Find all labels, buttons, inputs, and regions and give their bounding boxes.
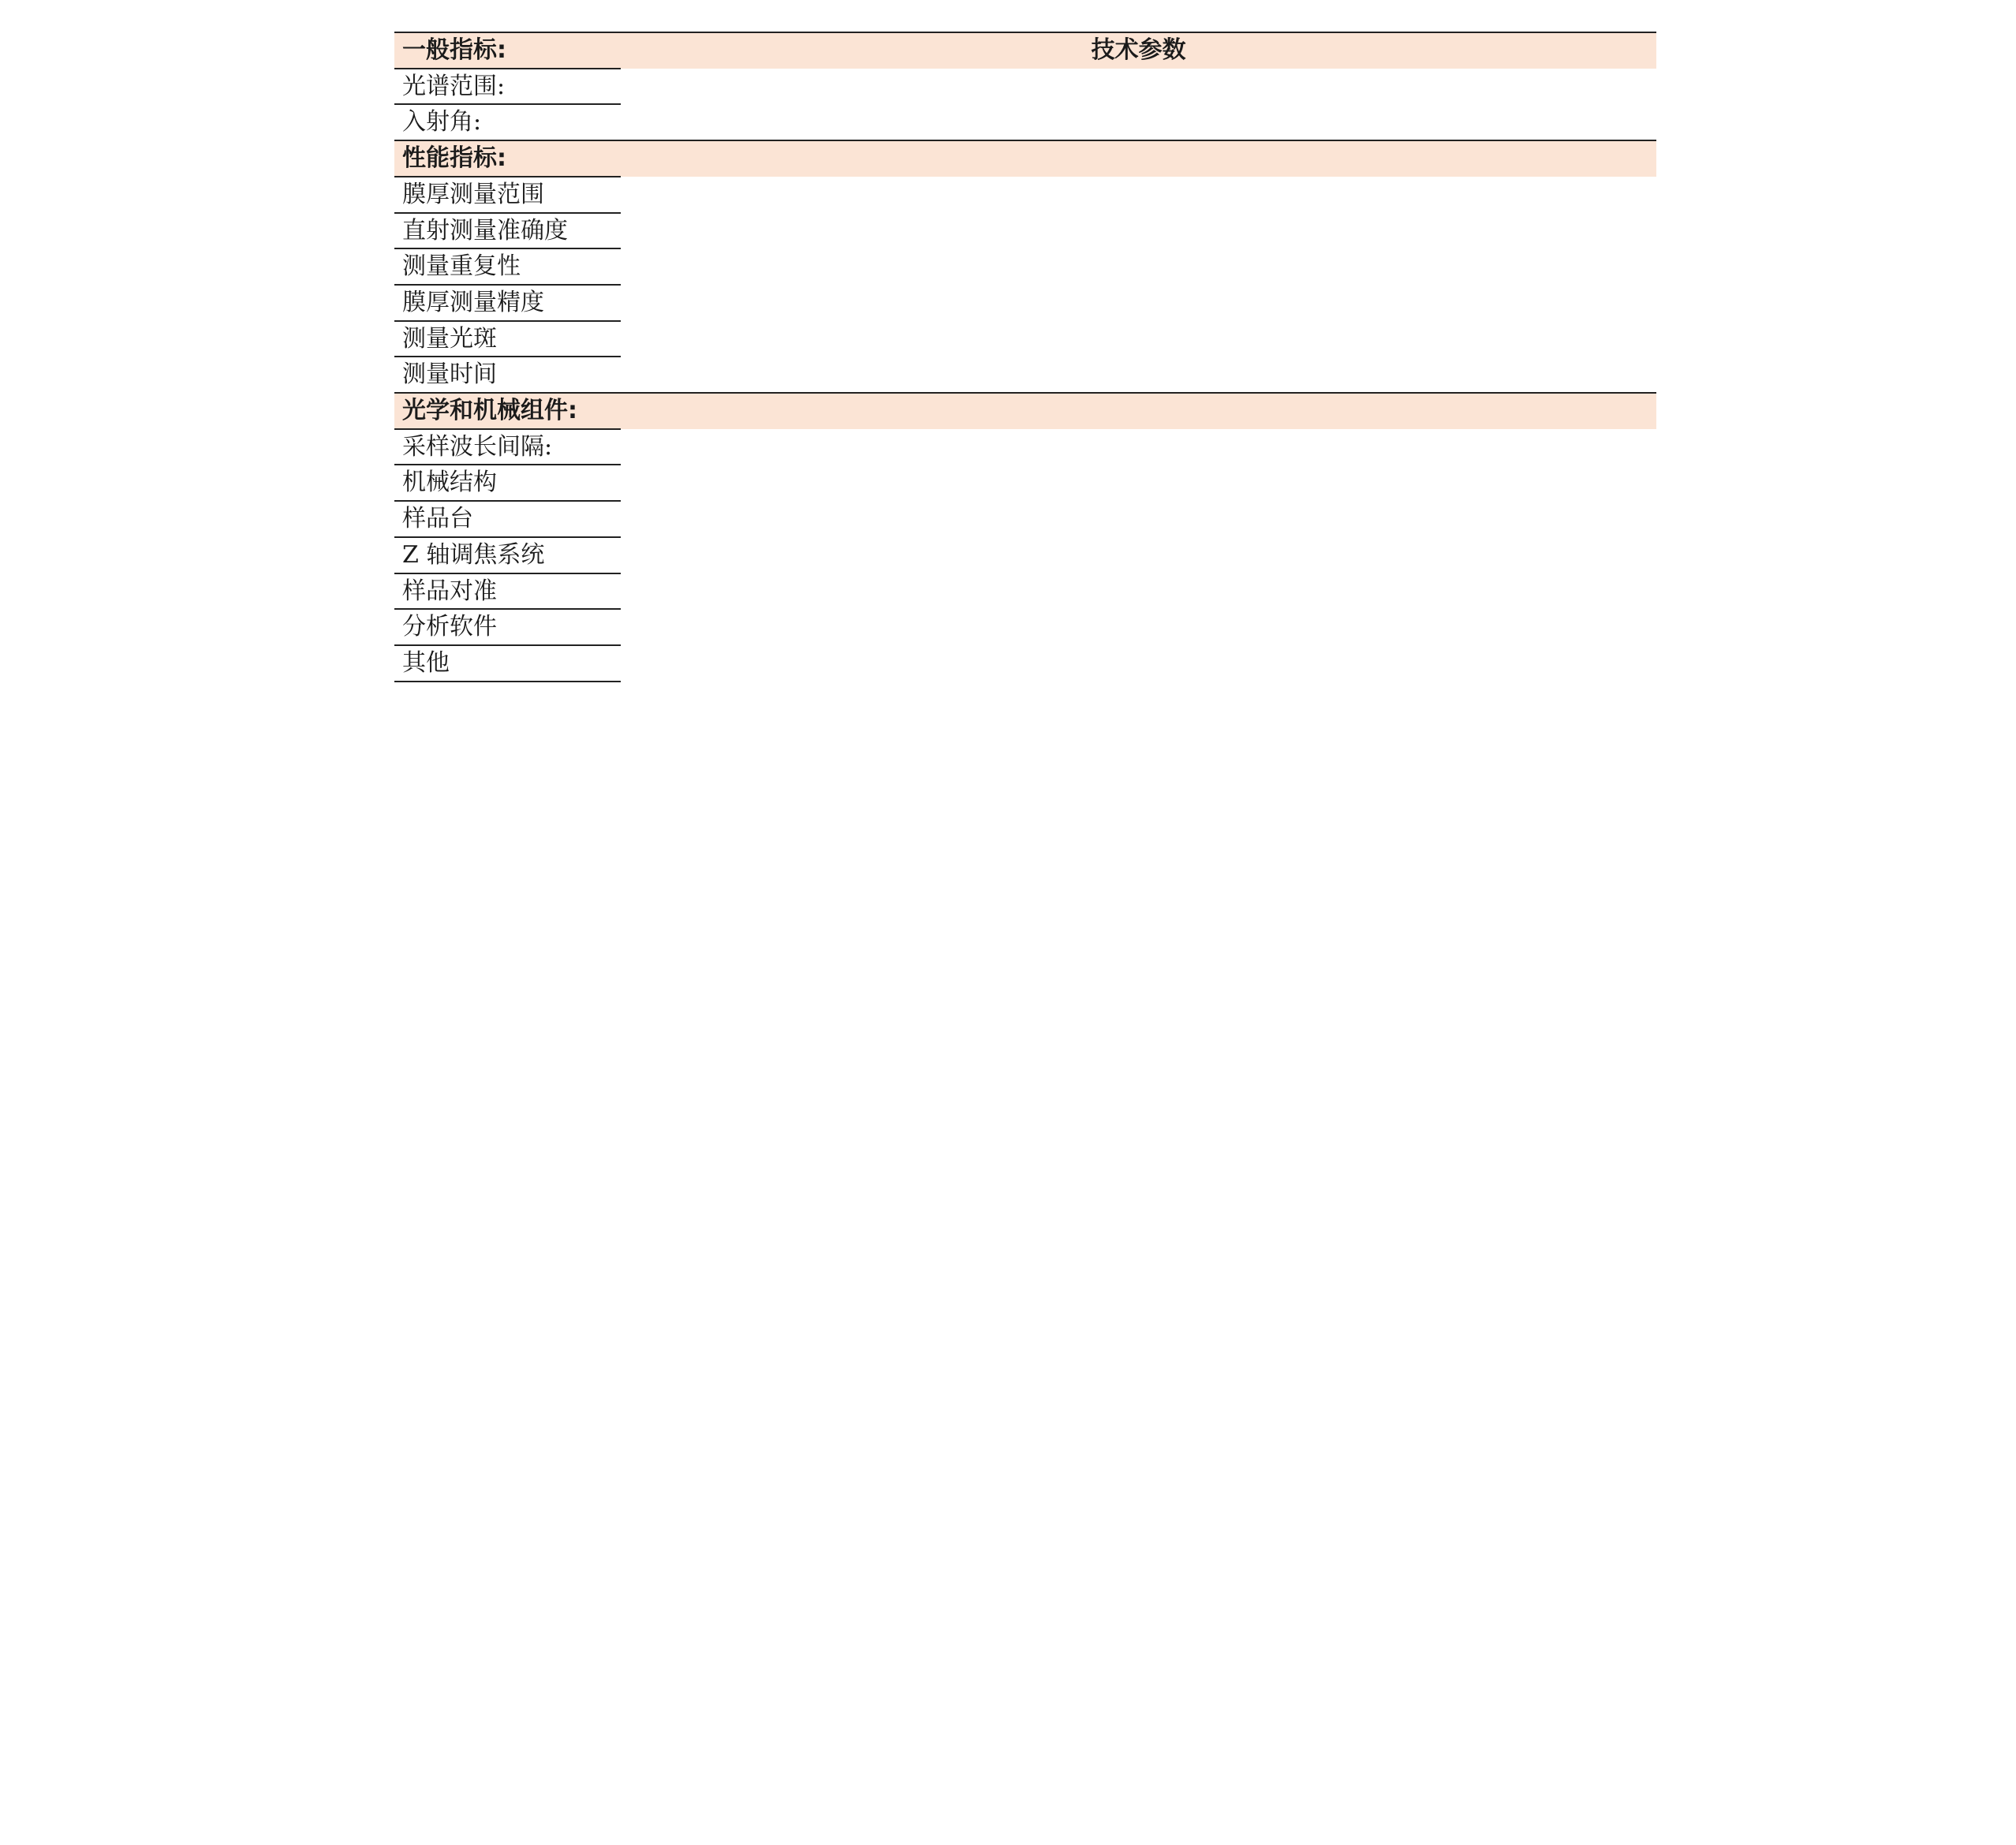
spec-row bbox=[394, 573, 1656, 610]
optics-section-blank bbox=[621, 393, 1656, 429]
header-general: 一般指标: bbox=[394, 32, 621, 69]
performance-section-row bbox=[394, 140, 1656, 177]
spec-label: 测量重复性 bbox=[394, 248, 621, 285]
spec-label: 测量光斑 bbox=[394, 321, 621, 357]
spec-row bbox=[394, 501, 1656, 537]
spec-label: 测量时间 bbox=[394, 357, 621, 393]
spec-row bbox=[394, 177, 1656, 213]
spec-label: 光谱范围: bbox=[394, 69, 621, 105]
spec-label: Z 轴调焦系统 bbox=[394, 537, 621, 573]
spec-row bbox=[394, 465, 1656, 501]
spec-label: 入射角: bbox=[394, 104, 621, 140]
performance-section-title: 性能指标: bbox=[394, 140, 621, 177]
header-row bbox=[394, 32, 1656, 69]
spec-label: 膜厚测量精度 bbox=[394, 285, 621, 321]
spec-label: 机械结构 bbox=[394, 465, 621, 501]
spec-label: 直射测量准确度 bbox=[394, 213, 621, 249]
spec-row bbox=[394, 609, 1656, 645]
performance-section-blank bbox=[621, 140, 1656, 177]
header-tech-params: 技术参数 bbox=[621, 32, 1656, 69]
spec-table bbox=[394, 32, 1656, 682]
spec-label: 分析软件 bbox=[394, 609, 621, 645]
spec-row bbox=[394, 285, 1656, 321]
spec-row bbox=[394, 321, 1656, 357]
spec-label: 膜厚测量范围 bbox=[394, 177, 621, 213]
spec-row bbox=[394, 429, 1656, 465]
optics-section-title: 光学和机械组件: bbox=[394, 393, 621, 429]
spec-label: 样品台 bbox=[394, 501, 621, 537]
spec-sheet bbox=[394, 32, 1656, 682]
spec-label: 采样波长间隔: bbox=[394, 429, 621, 465]
spec-row bbox=[394, 645, 1656, 682]
spec-label: 样品对准 bbox=[394, 573, 621, 610]
spec-label: 其他 bbox=[394, 645, 621, 682]
spec-row bbox=[394, 537, 1656, 573]
spec-row bbox=[394, 213, 1656, 249]
optics-section-row bbox=[394, 393, 1656, 429]
spec-row bbox=[394, 357, 1656, 393]
